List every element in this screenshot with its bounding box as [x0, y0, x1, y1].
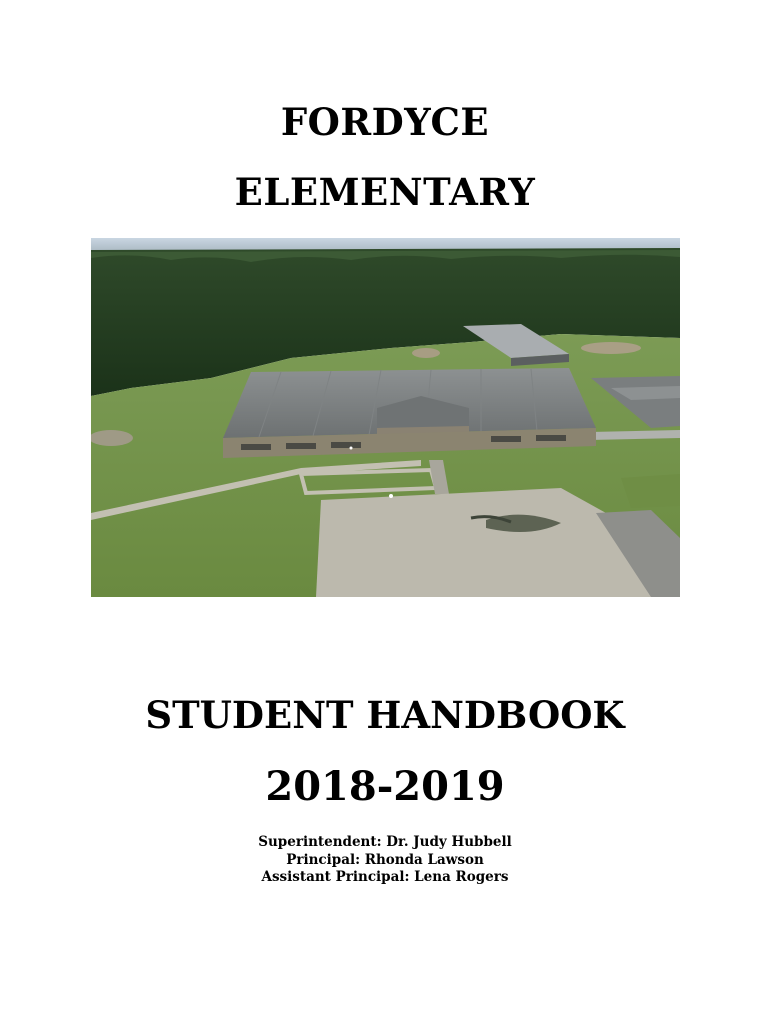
handbook-year: 2018-2019: [265, 763, 505, 810]
principal-line: Principal: Rhonda Lawson: [286, 851, 484, 868]
handbook-title: STUDENT HANDBOOK: [145, 693, 625, 737]
aerial-campus-photo: [91, 238, 680, 597]
school-name-line-2: ELEMENTARY: [234, 170, 536, 214]
staff-list: [0, 834, 770, 887]
school-name-line-1: FORDYCE: [280, 100, 490, 144]
assistant-principal-line: Assistant Principal: Lena Rogers: [261, 869, 509, 885]
superintendent-line: Superintendent: Dr. Judy Hubbell: [258, 834, 512, 850]
